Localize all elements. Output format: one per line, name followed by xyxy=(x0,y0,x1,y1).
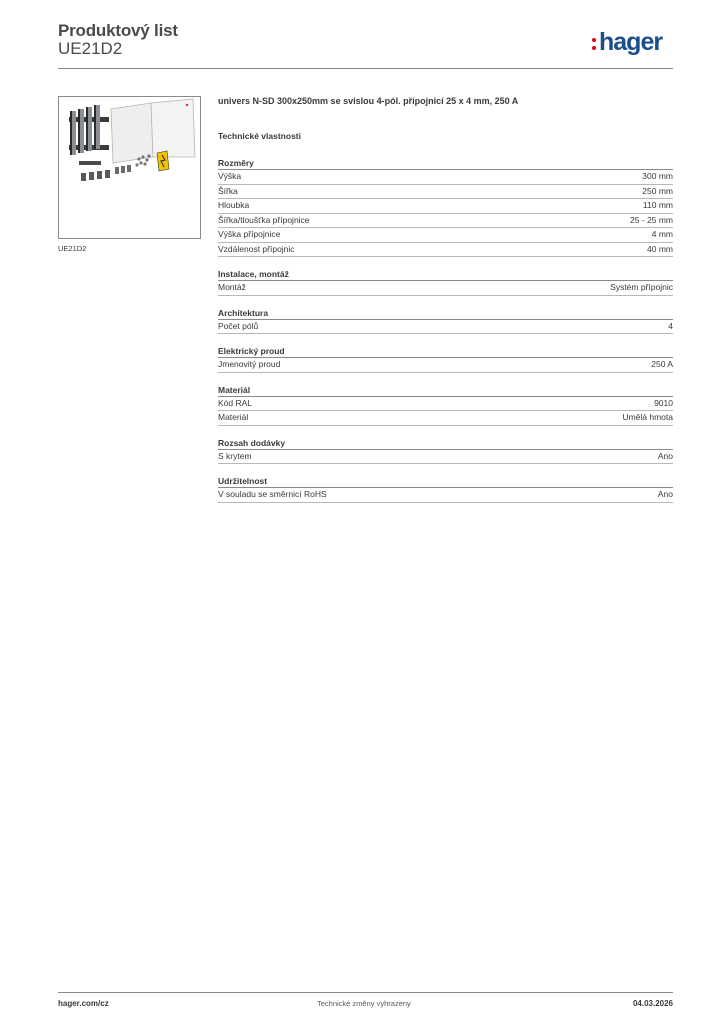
spec-value: 4 xyxy=(668,320,673,331)
spec-label: Šířka xyxy=(218,185,238,196)
spec-label: Hloubka xyxy=(218,200,250,210)
spec-value: Systém přípojnic xyxy=(610,282,673,292)
spec-value: Umělá hmota xyxy=(622,412,673,422)
spec-row xyxy=(218,281,673,296)
spec-value: 110 mm xyxy=(642,200,673,210)
spec-label: S krytem xyxy=(218,450,252,461)
warning-label-icon xyxy=(157,151,169,171)
spec-section-title: Elektrický proud xyxy=(218,345,673,358)
spec-row xyxy=(218,214,673,229)
spec-value: 40 mm xyxy=(647,243,673,254)
specifications-list xyxy=(218,157,673,503)
product-image xyxy=(58,96,201,239)
spec-row xyxy=(218,450,673,465)
spec-row xyxy=(218,228,673,243)
spec-section-title: Udržitelnost xyxy=(218,475,673,488)
spec-value: 250 A xyxy=(651,359,673,369)
spec-row xyxy=(218,243,673,258)
spec-row xyxy=(218,320,673,335)
footer-website: hager.com/cz xyxy=(58,999,109,1008)
technical-properties-heading: Technické vlastnosti xyxy=(218,131,301,141)
spec-section-title: Instalace, montáž xyxy=(218,268,673,281)
spec-row xyxy=(218,199,673,214)
product-code: UE21D2 xyxy=(58,39,123,58)
busbar-assembly-icon xyxy=(69,105,109,155)
spec-section xyxy=(218,345,673,373)
product-illustration-icon xyxy=(59,97,200,238)
spec-row xyxy=(218,488,673,503)
spec-row xyxy=(218,411,673,426)
spec-value: Ano xyxy=(657,489,673,499)
spec-label: Kód RAL xyxy=(218,397,253,408)
page-title: Produktový list xyxy=(58,21,178,40)
footer-notice: Technické změny vyhrazeny xyxy=(317,999,411,1008)
product-description: univers N-SD 300x250mm se svislou 4-pól. přípojnicí 25 x 4 mm, 250 A xyxy=(218,96,519,106)
spec-label: Vzdálenost přípojnic xyxy=(218,243,295,254)
spec-label: Výška přípojnice xyxy=(218,229,281,239)
terminals-icon xyxy=(79,161,131,181)
spec-value: 4 mm xyxy=(651,229,673,239)
spec-section xyxy=(218,307,673,335)
image-caption: UE21D2 xyxy=(58,244,87,253)
spec-section-title: Rozměry xyxy=(218,157,673,170)
spec-label: Výška xyxy=(218,171,242,181)
spec-value: 250 mm xyxy=(642,185,673,196)
spec-value: Ano xyxy=(657,450,673,461)
cover-panel-icon xyxy=(111,99,195,163)
spec-section-title: Materiál xyxy=(218,384,673,397)
footer-divider xyxy=(58,992,673,993)
spec-section xyxy=(218,437,673,465)
product-details xyxy=(218,96,673,503)
spec-label: Montáž xyxy=(218,282,246,292)
spec-section xyxy=(218,268,673,296)
spec-section-title: Rozsah dodávky xyxy=(218,437,673,450)
spec-row xyxy=(218,185,673,200)
spec-section-title: Architektura xyxy=(218,307,673,320)
spec-value: 9010 xyxy=(654,397,673,408)
spec-section xyxy=(218,475,673,503)
logo-dots-icon xyxy=(592,38,596,50)
spec-row xyxy=(218,358,673,373)
hager-logo xyxy=(592,27,662,57)
spec-value: 300 mm xyxy=(642,171,673,181)
spec-section xyxy=(218,157,673,257)
spec-section xyxy=(218,384,673,426)
spec-label: Počet pólů xyxy=(218,320,259,331)
logo-text: hager xyxy=(599,27,663,56)
spec-label: V souladu se směrnicí RoHS xyxy=(218,489,327,499)
spec-row xyxy=(218,397,673,412)
spec-label: Šířka/tloušťka přípojnice xyxy=(218,214,310,225)
spec-row xyxy=(218,170,673,185)
spec-label: Materiál xyxy=(218,412,249,422)
footer-date: 04.03.2026 xyxy=(632,999,673,1008)
spec-label: Jmenovitý proud xyxy=(218,359,281,369)
header-divider xyxy=(58,68,673,69)
spec-value: 25 - 25 mm xyxy=(630,214,673,225)
